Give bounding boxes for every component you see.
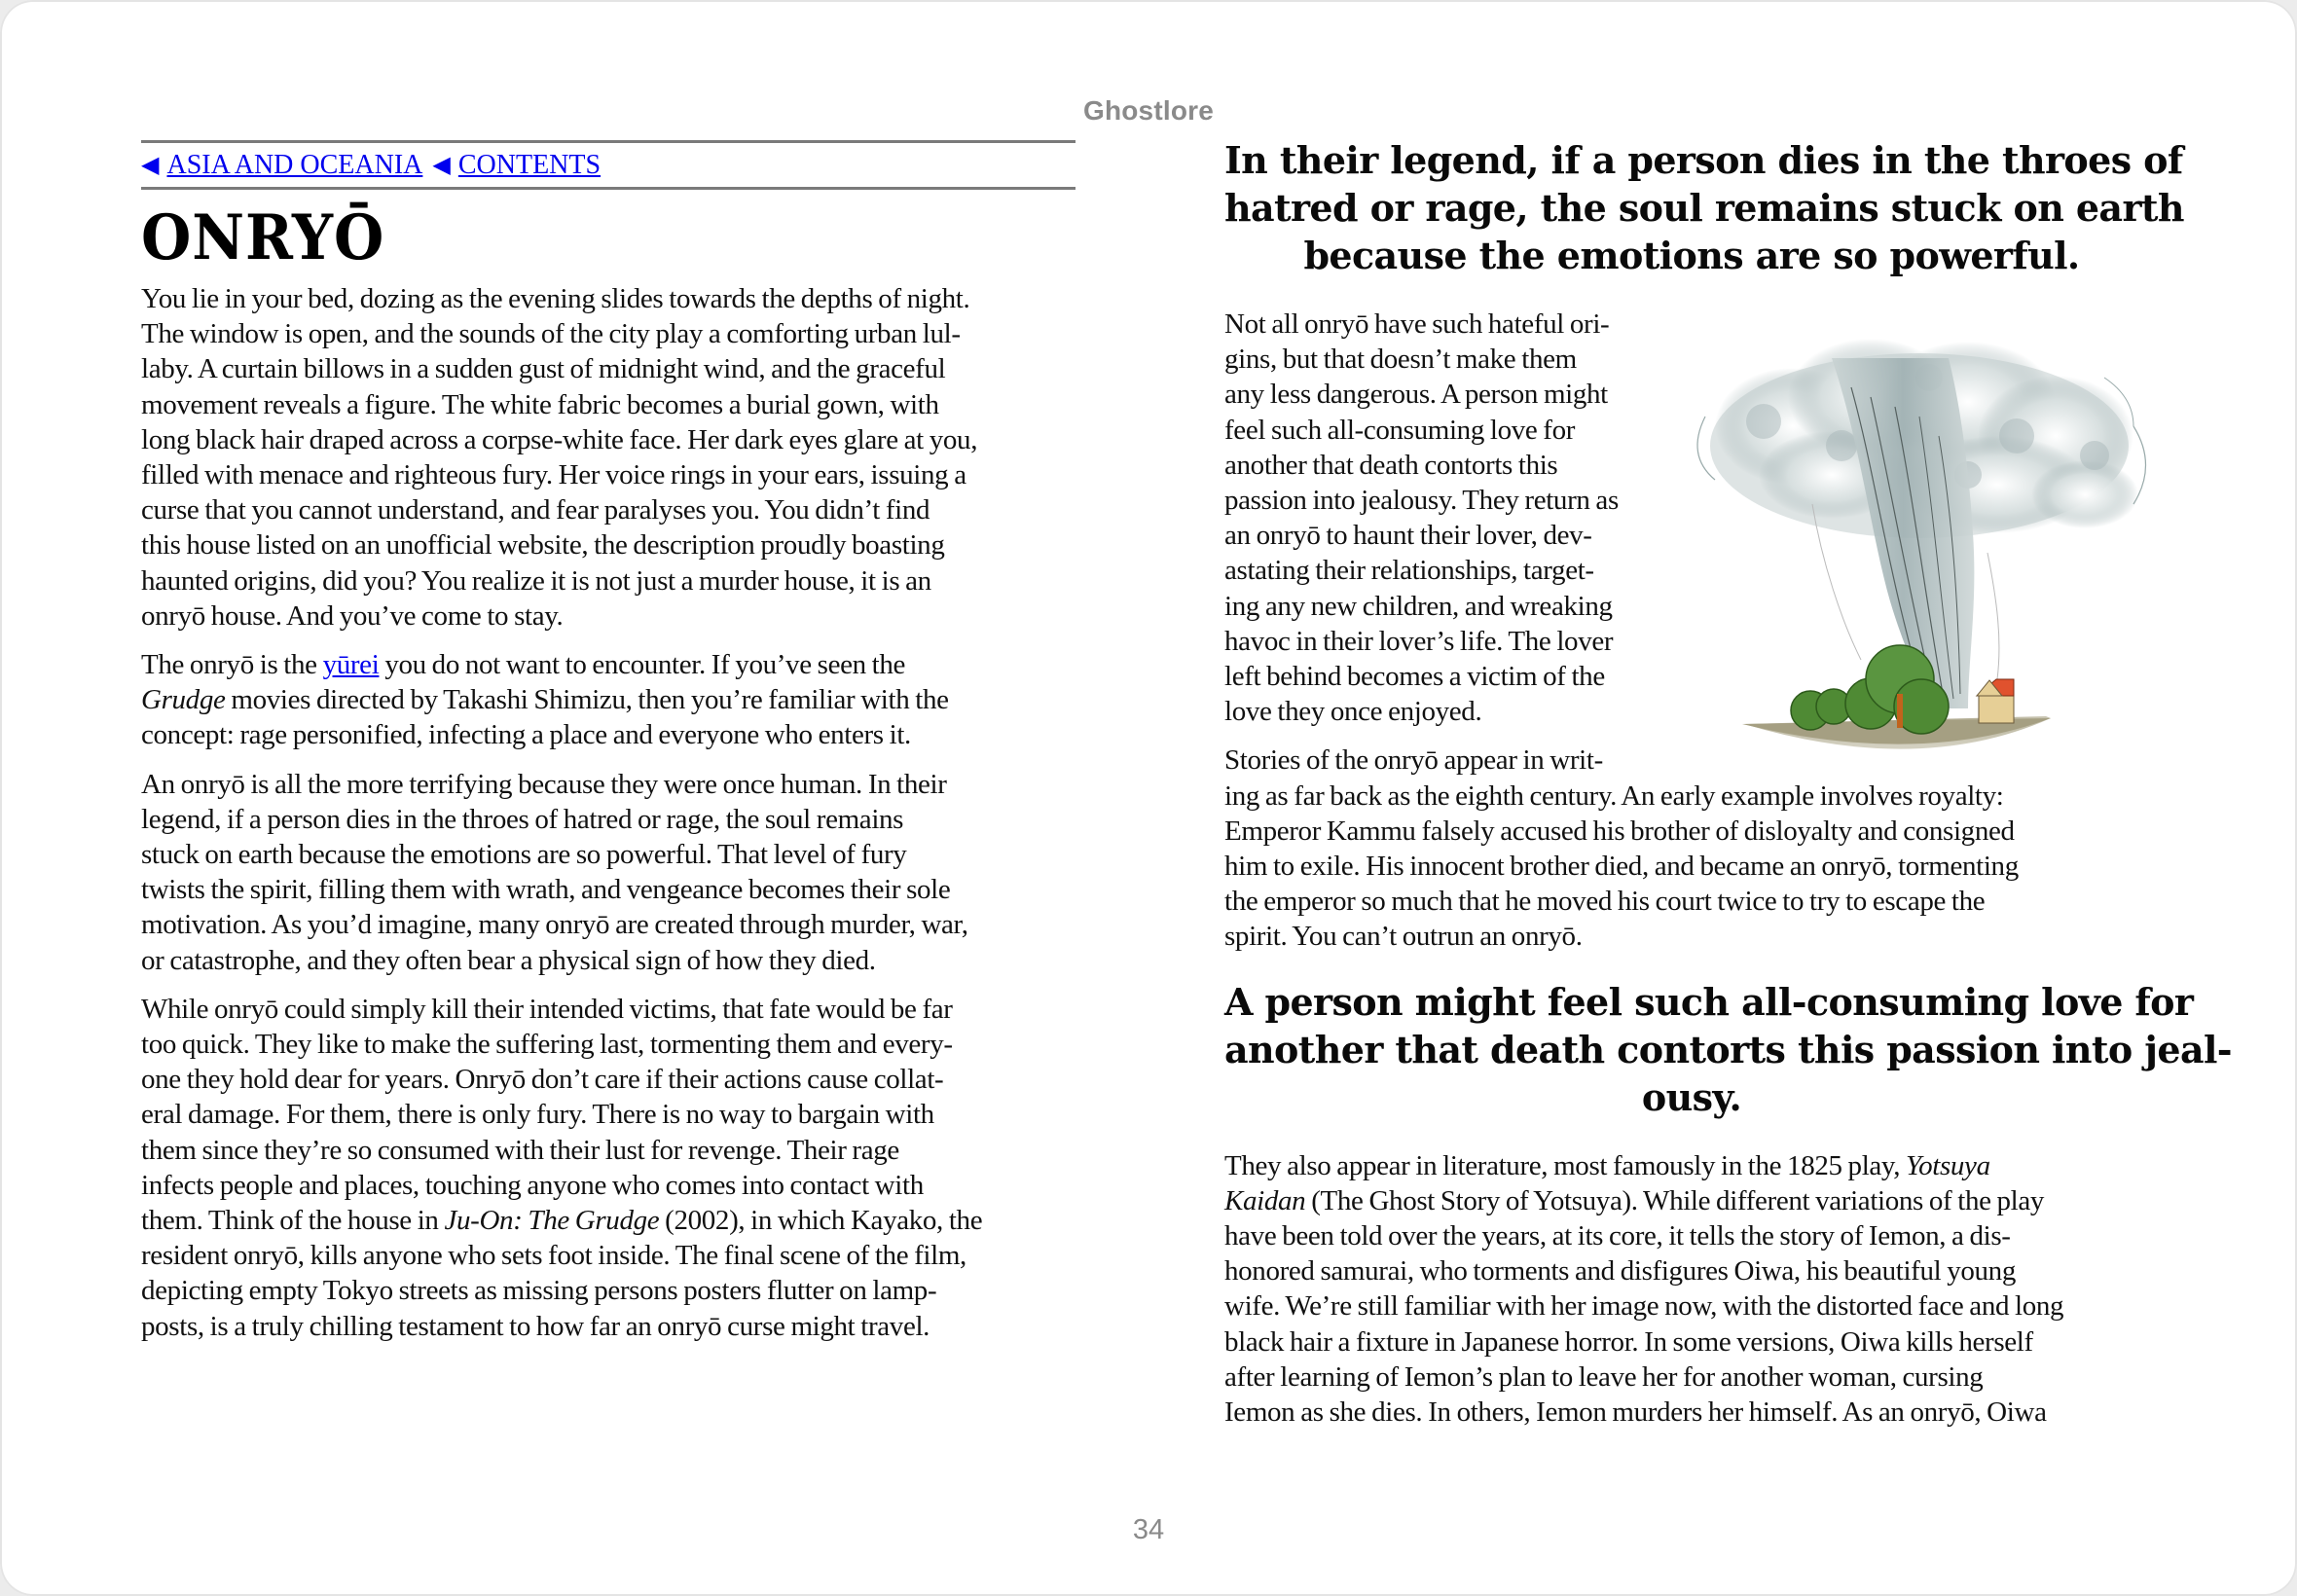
- text-line: posts, is a truly chilling testament to how far an onryō curse might travel.: [141, 1310, 930, 1342]
- pull-quote-1: [1224, 136, 2184, 279]
- trees-icon: [1791, 645, 1949, 734]
- text-line: any less dangerous. A person might: [1224, 379, 1608, 411]
- text-line: You lie in your bed, dozing as the evening slides towards the depths of night.: [141, 283, 970, 314]
- text-line: [1224, 1183, 2159, 1218]
- pull-quote-2: [1224, 978, 2232, 1121]
- article-title: ONRYŌ: [141, 201, 385, 274]
- text-line: havoc in their lover’s life. The lover: [1224, 625, 1614, 657]
- text-run: you do not want to encounter. If you’ve seen the: [379, 649, 906, 681]
- pull-quote-line: ousy.: [1641, 1074, 1742, 1119]
- text-line: [141, 682, 1076, 717]
- text-line: haunted origins, did you? You realize it is not just a murder house, it is an: [141, 564, 931, 597]
- text-line: too quick. They like to make the suffering last, tormenting them and every-: [141, 1029, 953, 1061]
- text-line: passion into jealousy. They return as: [1224, 485, 1619, 517]
- paragraph-2: [141, 647, 1076, 753]
- text-line: or catastrophe, and they often bear a physical sign of how they died.: [141, 944, 876, 976]
- text-line: have been told over the years, at its core, it tells the story of Iemon, a dis-: [1224, 1220, 2011, 1252]
- text-run: them. Think of the house in: [141, 1205, 445, 1237]
- pull-quote-line: another that death contorts this passion into jeal-: [1224, 1027, 2232, 1071]
- text-line: them since they’re so consumed with their lust for revenge. Their rage: [141, 1134, 899, 1166]
- text-line: honored samurai, who torments and disfigures Oiwa, his beautiful young: [1224, 1255, 2016, 1288]
- text-line: [141, 1203, 1076, 1238]
- text-line: An onryō is all the more terrifying because they were once human. In their: [141, 768, 947, 800]
- yurei-link[interactable]: yūrei: [322, 649, 380, 681]
- left-triangle-icon: ◀: [432, 152, 451, 178]
- nav-link-asia-oceania[interactable]: [141, 150, 422, 181]
- paragraph-3: [141, 767, 1076, 978]
- text-line: The window is open, and the sounds of the city play a comforting urban lul-: [141, 318, 961, 350]
- film-title: Ju-On: The Grudge: [444, 1205, 660, 1237]
- text-line: ing any new children, and wreaking: [1224, 590, 1613, 622]
- text-line: astating their relationships, target-: [1224, 555, 1594, 587]
- left-column: [141, 140, 1076, 1358]
- text-line: depicting empty Tokyo streets as missing persons posters flutter on lamp-: [141, 1275, 937, 1307]
- text-line: filled with menace and righteous fury. Her voice rings in your ears, issuing a: [141, 459, 966, 491]
- text-line: movement reveals a figure. The white fabric becomes a burial gown, with: [141, 388, 939, 420]
- left-triangle-icon: ◀: [141, 152, 160, 178]
- play-title: Kaidan: [1224, 1184, 1306, 1216]
- text-run: They also appear in literature, most famously in the 1825 play,: [1224, 1149, 1906, 1181]
- text-line: infects people and places, touching anyone who comes into contact with: [141, 1169, 924, 1201]
- text-line: feel such all-consuming love for: [1224, 414, 1576, 446]
- pull-quote-line: because the emotions are so powerful.: [1303, 234, 2080, 277]
- text-line: ing as far back as the eighth century. An early example involves royalty:: [1224, 780, 2004, 812]
- text-line: another that death contorts this: [1224, 449, 1558, 481]
- house-icon: [1977, 679, 2014, 723]
- text-line: stuck on earth because the emotions are so powerful. That level of fury: [141, 839, 907, 871]
- pull-quote-line: In their legend, if a person dies in the throes of: [1224, 138, 2183, 182]
- text-run: (The Ghost Story of Yotsuya). While different variations of the play: [1305, 1184, 2045, 1216]
- text-line: this house listed on an unofficial website, the description proudly boasting: [141, 529, 945, 562]
- text-line: While onryō could simply kill their intended victims, that fate would be far: [141, 993, 953, 1025]
- text-line: long black hair draped across a corpse-white face. Her dark eyes glare at you,: [141, 423, 978, 455]
- running-head: Ghostlore: [1082, 95, 1215, 126]
- page-number: 34: [1132, 1514, 1165, 1545]
- text-line: Not all onryō have such hateful ori-: [1224, 308, 1610, 340]
- pull-quote-line: hatred or rage, the soul remains stuck on earth: [1224, 186, 2184, 230]
- tornado-illustration: [1676, 309, 2163, 757]
- text-run: movies directed by Takashi Shimizu, then you’re familiar with the: [225, 684, 949, 716]
- paragraph-7: [1224, 1148, 2159, 1431]
- text-line: laby. A curtain billows in a sudden gust of midnight wind, and the graceful: [141, 353, 946, 385]
- nav-link-contents-label[interactable]: CONTENTS: [457, 149, 602, 180]
- paragraph-6: [1224, 743, 2159, 954]
- text-line: onryō house. And you’ve come to stay.: [141, 599, 564, 632]
- text-line: Emperor Kammu falsely accused his brother of disloyalty and consigned: [1224, 815, 2015, 847]
- text-line: legend, if a person dies in the throes of hatred or rage, the soul remains: [141, 803, 904, 835]
- text-line: one they hold dear for years. Onryō don’t care if their actions cause collat-: [141, 1064, 944, 1096]
- text-run: (2002), in which Kayako, the: [659, 1205, 983, 1237]
- text-line: twists the spirit, filling them with wrath, and vengeance becomes their sole: [141, 874, 951, 906]
- text-line: resident onryō, kills anyone who sets foot inside. The final scene of the film,: [141, 1240, 966, 1272]
- text-line: after learning of Iemon’s plan to leave her for another woman, cursing: [1224, 1360, 1984, 1393]
- text-run: The onryō is the: [141, 649, 323, 681]
- text-line: Iemon as she dies. In others, Iemon murders her himself. As an onryō, Oiwa: [1224, 1396, 2047, 1429]
- text-line: gins, but that doesn’t make them: [1224, 344, 1577, 376]
- text-line: motivation. As you’d imagine, many onryō are created through murder, war,: [141, 909, 968, 941]
- text-line: Stories of the onryō appear in writ-: [1224, 744, 1603, 777]
- text-line: [141, 647, 1076, 682]
- breadcrumb-nav: [141, 143, 1076, 187]
- text-line: concept: rage personified, infecting a place and everyone who enters it.: [141, 719, 911, 751]
- text-line: the emperor so much that he moved his court twice to try to escape the: [1224, 886, 1986, 918]
- text-line: an onryō to haunt their lover, dev-: [1224, 520, 1592, 552]
- play-title: Yotsuya: [1906, 1149, 1990, 1181]
- text-line: black hair a fixture in Japanese horror. In some versions, Oiwa kills herself: [1224, 1325, 2033, 1358]
- nav-link-asia-oceania-label[interactable]: ASIA AND OCEANIA: [166, 149, 423, 180]
- text-line: left behind becomes a victim of the: [1224, 661, 1605, 693]
- text-line: [1224, 1148, 2159, 1183]
- text-line: wife. We’re still familiar with her image now, with the distorted face and long: [1224, 1290, 2064, 1323]
- text-line: eral damage. For them, there is only fury. There is no way to bargain with: [141, 1099, 934, 1131]
- film-title: Grudge: [141, 684, 226, 716]
- text-line: him to exile. His innocent brother died, and became an onryō, tormenting: [1224, 851, 2019, 883]
- text-line: curse that you cannot understand, and fear paralyses you. You didn’t find: [141, 494, 930, 526]
- text-line: spirit. You can’t outrun an onryō.: [1224, 921, 1583, 953]
- nav-divider: [141, 187, 1076, 190]
- paragraph-1: [141, 281, 1076, 634]
- nav-link-contents[interactable]: [432, 150, 601, 181]
- paragraph-4: [141, 992, 1076, 1344]
- pull-quote-line: A person might feel such all-consuming love for: [1224, 979, 2194, 1024]
- text-line: love they once enjoyed.: [1224, 696, 1482, 728]
